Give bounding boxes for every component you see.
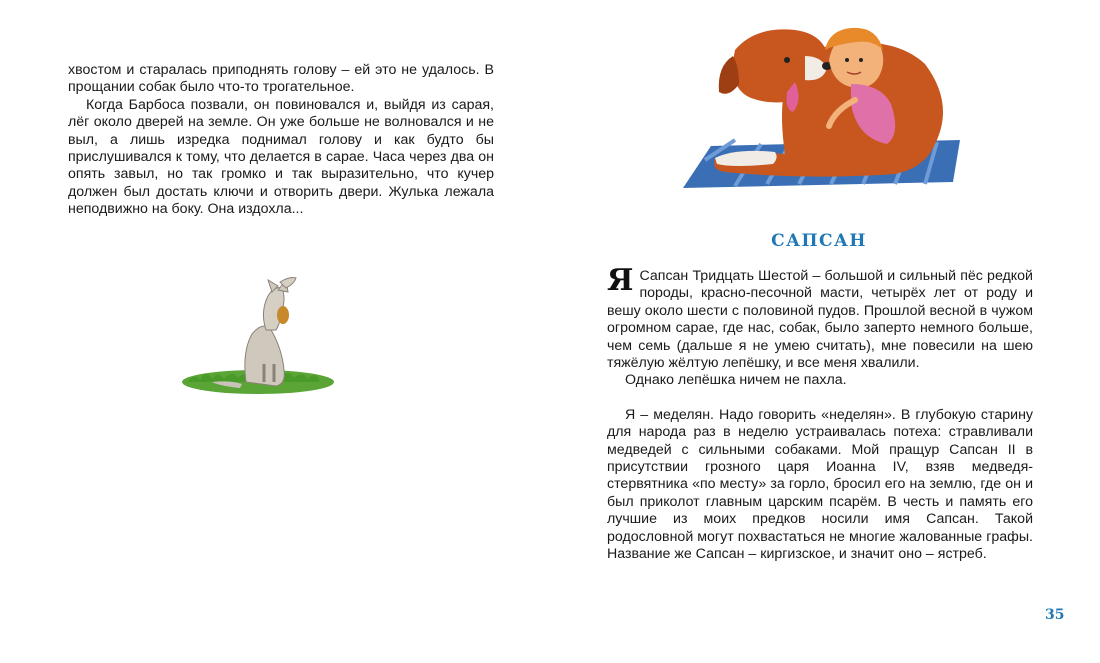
paragraph-text: Сапсан Тридцать Шестой – большой и сильный пёс редкой породы, красно-песочной масти, четырёх лет от роду и вешу около шести с половиной пудов. Прошлой весной в чужом огромном сарае, где нас, собак, было заперто немного больше, чем семь (дальше я не умею считать), мне повесили на шею тяжёлую жёлтую лепёшку, и все меня хвалили. [607, 268, 1033, 372]
howling-dog-illustration [180, 270, 340, 410]
girl-hugging-dog-illustration [675, 20, 960, 200]
paragraph: Я – меделян. Надо говорить «неделян». В глубокую старину для народа раз в неделю устраивалась потеха: стравливали медведей с сильными собаками. Мой пращур Сапсан II в присутствии грозного царя Иоанна IV, взяв медведя-стервятника «по месту» за горло, бросил его на землю, где он и был приколот главным царским псарём. В честь и память его лучшие из моих предков носили имя Сапсан. Такой родословной могут похвастаться не многие жалованные графы. Название же Сапсан – киргизское, и значит оно – ястреб. [607, 406, 1033, 563]
right-page [550, 0, 1100, 663]
right-page-text [607, 263, 1033, 564]
chapter-title: САПСАН [771, 231, 867, 251]
paragraph-gap [607, 390, 1033, 407]
page-number: 35 [1045, 607, 1065, 623]
drop-cap: Я [607, 263, 634, 298]
paragraph: хвостом и старалась приподнять голову – ей это не удалось. В прощании собак было что-то трогательное. [68, 62, 494, 96]
paragraph [607, 263, 1033, 372]
paragraph: Когда Барбоса позвали, он повиновался и, выйдя из сарая, лёг около дверей на земле. Он уже больше не волновался и не выл, а лишь изредка поднимал голову и как будто бы прислушивался к тому, что делается в сарае. Часа через два он опять завыл, но так громко и так выразительно, что кучер должен был достать ключи и отворить двери. Жулька лежала неподвижно на боку. Она издохла... [68, 96, 494, 218]
paragraph: Однако лепёшка ничем не пахла. [625, 372, 847, 389]
left-page-text [68, 62, 494, 219]
